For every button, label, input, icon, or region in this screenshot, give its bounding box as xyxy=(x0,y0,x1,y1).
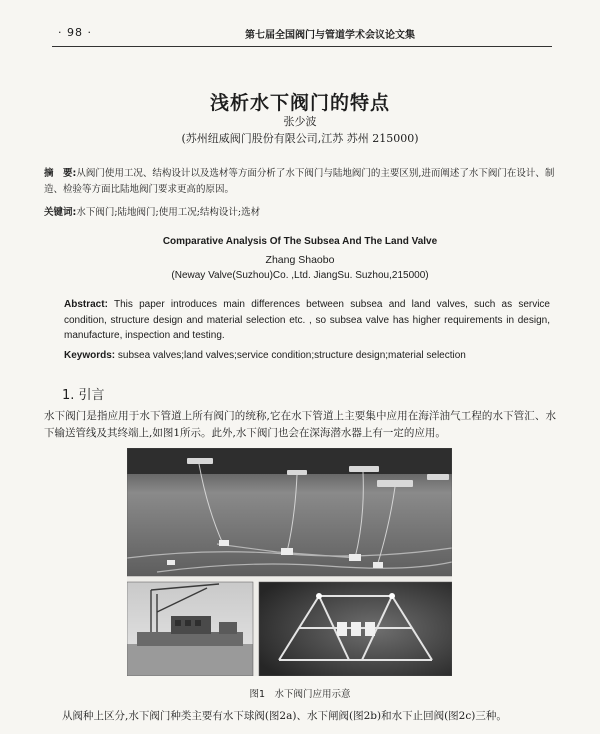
subsea-manifold-panel xyxy=(259,582,452,676)
page-number: · 98 · xyxy=(58,26,92,39)
section-heading: 1. 引言 xyxy=(62,388,105,403)
keywords-en-text: subsea valves;land valves;service condition;structure design;material selection xyxy=(117,350,466,361)
abstract-cn-label: 摘 要: xyxy=(44,168,77,179)
chinese-keywords xyxy=(44,204,564,218)
chinese-author: 张少波 xyxy=(283,115,317,128)
running-title: 第七届全国阀门与管道学术会议论文集 xyxy=(245,30,415,41)
english-keywords xyxy=(64,350,550,361)
english-affiliation: (Neway Valve(Suzhou)Co. ,Ltd. JiangSu. Suzhou,215000) xyxy=(171,270,429,281)
keywords-cn-text: 水下阀门;陆地阀门;使用工况;结构设计;选材 xyxy=(76,207,261,218)
vessel-deck-panel xyxy=(127,582,253,676)
header-rule xyxy=(52,46,552,47)
english-title: Comparative Analysis Of The Subsea And The Land Valve xyxy=(162,236,438,247)
closing-paragraph: 从阀种上区分,水下阀门种类主要有水下球阀(图2a)、水下闸阀(图2b)和水下止回阀(图2c)三种。 xyxy=(62,710,507,722)
figure-1-illustration xyxy=(127,448,452,676)
offshore-field-panel xyxy=(127,448,452,576)
english-author: Zhang Shaobo xyxy=(265,254,335,266)
english-abstract xyxy=(64,297,550,344)
chinese-affiliation: (苏州纽威阀门股份有限公司,江苏 苏州 215000) xyxy=(181,132,419,145)
abstract-en-text: This paper introduces main differences between subsea and land valves, such as service condition, structure design and material selection etc. , so subsea valve has higher requirements in design, manufacture, inspection and testing. xyxy=(64,299,550,341)
chinese-abstract xyxy=(44,166,564,198)
keywords-en-label: Keywords: xyxy=(64,350,116,361)
abstract-cn-text: 从阀门使用工况、结构设计以及选材等方面分析了水下阀门与陆地阀门的主要区别,进而阐述了水下阀门在设计、制造、检验等方面比陆地阀门要求更高的原因。 xyxy=(44,168,555,195)
figure-1 xyxy=(127,448,452,676)
keywords-cn-label: 关键词: xyxy=(44,207,77,218)
figure-caption: 图1 水下阀门应用示意 xyxy=(249,689,351,700)
chinese-title: 浅析水下阀门的特点 xyxy=(209,92,390,114)
section-paragraph: 水下阀门是指应用于水下管道上所有阀门的统称,它在水下管道上主要集中应用在海洋油气工程的水下管汇、水下输送管线及其终端上,如图1所示。此外,水下阀门也会在深海潜水器上有一定的应用。 xyxy=(44,410,556,439)
abstract-en-label: Abstract: xyxy=(64,299,108,310)
